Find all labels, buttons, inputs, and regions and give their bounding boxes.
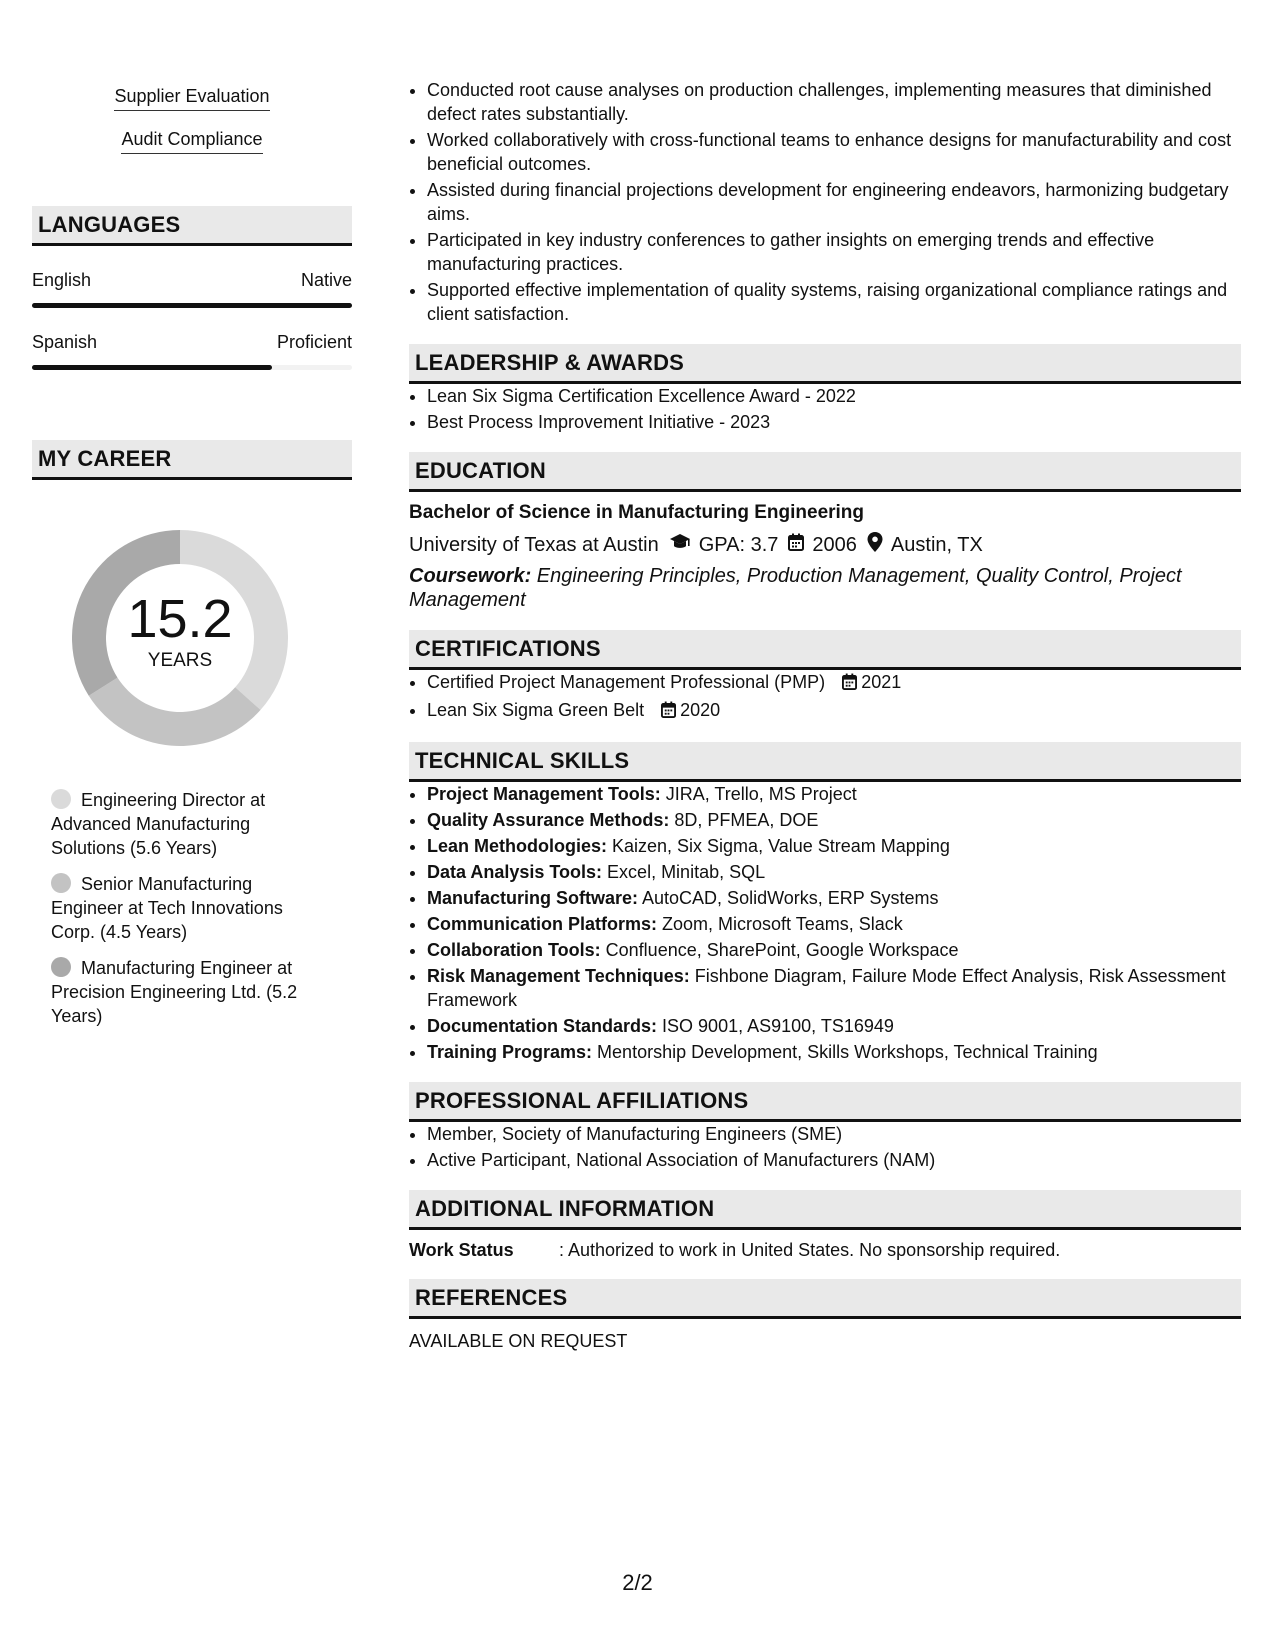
main-content — [409, 78, 1241, 1352]
list-item: • Active Participant, National Association of Manufacturers (NAM) — [427, 1148, 1241, 1172]
skill-value: JIRA, Trello, MS Project — [660, 784, 857, 804]
list-item: • Participated in key industry conferences to gather insights on emerging trends and effective manufacturing practices. — [427, 228, 1241, 276]
skill-label: Training Programs: — [427, 1042, 593, 1062]
skill-label: Risk Management Techniques: — [427, 966, 690, 986]
list-item — [427, 938, 1241, 962]
career-dot-icon — [51, 789, 71, 809]
calendar-icon — [788, 533, 804, 557]
list-item — [427, 1014, 1241, 1038]
skill-label: Lean Methodologies: — [427, 836, 607, 856]
certification-year: 2020 — [680, 700, 721, 720]
certifications-heading: CERTIFICATIONS — [409, 630, 1241, 670]
skill-tag: Audit Compliance — [121, 129, 262, 154]
skill-tag: Supplier Evaluation — [114, 86, 269, 111]
skill-value: 8D, PFMEA, DOE — [669, 810, 819, 830]
list-item — [427, 834, 1241, 858]
education-meta — [409, 532, 1241, 558]
list-item: • Supported effective implementation of quality systems, raising organizational compliance ratings and client satisfaction. — [427, 278, 1241, 326]
list-item — [427, 860, 1241, 884]
education-coursework — [409, 564, 1241, 612]
certification-year: 2021 — [861, 672, 902, 692]
skill-value: Excel, Minitab, SQL — [602, 862, 766, 882]
skill-value: Zoom, Microsoft Teams, Slack — [657, 914, 903, 934]
language-bar-fill — [32, 365, 272, 370]
list-item — [427, 964, 1241, 1012]
career-dot-icon — [51, 957, 71, 977]
experience-bullets — [409, 78, 1241, 326]
certification-name: Certified Project Management Professional (PMP) — [427, 672, 826, 692]
list-item: • Worked collaboratively with cross-functional teams to enhance designs for manufacturability and cost beneficial outcomes. — [427, 128, 1241, 176]
career-heading: MY CAREER — [32, 440, 352, 480]
skill-value: ISO 9001, AS9100, TS16949 — [657, 1016, 894, 1036]
references-text: AVAILABLE ON REQUEST — [409, 1331, 628, 1351]
calendar-icon — [842, 672, 857, 696]
list-item: • Assisted during financial projections development for engineering endeavors, harmonizing budgetary aims. — [427, 178, 1241, 226]
education-gpa: GPA: 3.7 — [698, 533, 779, 556]
list-item: • Lean Six Sigma Certification Excellence Award - 2022 — [427, 384, 1241, 408]
skill-label: Documentation Standards: — [427, 1016, 658, 1036]
leadership-list — [409, 384, 1241, 434]
language-item — [32, 270, 352, 308]
language-bar-fill — [32, 303, 352, 308]
career-item — [51, 788, 311, 860]
career-role: Senior Manufacturing Engineer at Tech Innovations Corp. (4.5 Years) — [51, 874, 283, 942]
language-name: Spanish — [32, 332, 98, 352]
skill-value: Fishbone Diagram, Failure Mode Effect Analysis, Risk Assessment Framework — [427, 966, 1226, 1010]
additional-info-heading: ADDITIONAL INFORMATION — [409, 1190, 1241, 1230]
technical-skills-heading: TECHNICAL SKILLS — [409, 742, 1241, 782]
skill-label: Quality Assurance Methods: — [427, 810, 670, 830]
skill-value: Confluence, SharePoint, Google Workspace — [600, 940, 959, 960]
language-level: Native — [300, 270, 352, 290]
career-item — [51, 872, 311, 944]
language-name: English — [32, 270, 92, 290]
career-item — [51, 956, 311, 1028]
affiliations-list — [409, 1122, 1241, 1172]
skill-label: Project Management Tools: — [427, 784, 661, 804]
page-number: 2/2 — [622, 1570, 653, 1595]
graduation-cap-icon — [669, 533, 691, 557]
technical-skills-list — [409, 782, 1241, 1064]
career-dot-icon — [51, 873, 71, 893]
education-school: University of Texas at Austin — [409, 533, 659, 556]
skill-label: Data Analysis Tools: — [427, 862, 603, 882]
sidebar — [32, 78, 352, 1040]
list-item — [427, 698, 1241, 724]
list-item — [427, 782, 1241, 806]
work-status-label: Work Status — [409, 1240, 514, 1260]
list-item — [427, 670, 1241, 696]
skill-value: AutoCAD, SolidWorks, ERP Systems — [638, 888, 939, 908]
coursework-label: Coursework: — [409, 565, 532, 587]
references-heading: REFERENCES — [409, 1279, 1241, 1319]
career-total: 15.2 — [127, 589, 233, 649]
education-degree: Bachelor of Science in Manufacturing Engineering — [409, 502, 865, 523]
education-heading: EDUCATION — [409, 452, 1241, 492]
language-bar — [32, 365, 352, 370]
language-item — [32, 332, 352, 370]
career-list — [51, 788, 311, 1028]
skill-tags — [32, 78, 352, 164]
list-item: • Member, Society of Manufacturing Engineers (SME) — [427, 1122, 1241, 1146]
list-item — [427, 808, 1241, 832]
language-level: Proficient — [276, 332, 352, 352]
leadership-heading: LEADERSHIP & AWARDS — [409, 344, 1241, 384]
skill-label: Collaboration Tools: — [427, 940, 601, 960]
career-donut — [64, 522, 296, 754]
list-item: • Conducted root cause analyses on production challenges, implementing measures that diminished defect rates substantially. — [427, 78, 1241, 126]
education-year: 2006 — [812, 533, 857, 556]
skill-label: Communication Platforms: — [427, 914, 658, 934]
map-pin-icon — [867, 532, 883, 558]
career-role: Manufacturing Engineer at Precision Engineering Ltd. (5.2 Years) — [51, 958, 298, 1026]
skill-label: Manufacturing Software: — [427, 888, 639, 908]
language-bar — [32, 303, 352, 308]
list-item — [427, 886, 1241, 910]
education-location: Austin, TX — [890, 533, 983, 556]
work-status-value: : Authorized to work in United States. No sponsorship required. — [559, 1240, 1061, 1260]
list-item — [427, 1040, 1241, 1064]
skill-value: Mentorship Development, Skills Workshops, Technical Training — [592, 1042, 1098, 1062]
affiliations-heading: PROFESSIONAL AFFILIATIONS — [409, 1082, 1241, 1122]
coursework-value: Engineering Principles, Production Management, Quality Control, Project Management — [409, 565, 1182, 611]
skill-value: Kaizen, Six Sigma, Value Stream Mapping — [607, 836, 950, 856]
certifications-list — [409, 670, 1241, 724]
certification-name: Lean Six Sigma Green Belt — [427, 700, 645, 720]
list-item: • Best Process Improvement Initiative - 2023 — [427, 410, 1241, 434]
work-status-row — [409, 1240, 1241, 1261]
list-item — [427, 912, 1241, 936]
career-role: Engineering Director at Advanced Manufacturing Solutions (5.6 Years) — [51, 790, 266, 858]
calendar-icon — [661, 700, 676, 724]
career-unit: YEARS — [147, 650, 213, 671]
languages-heading: LANGUAGES — [32, 206, 352, 246]
